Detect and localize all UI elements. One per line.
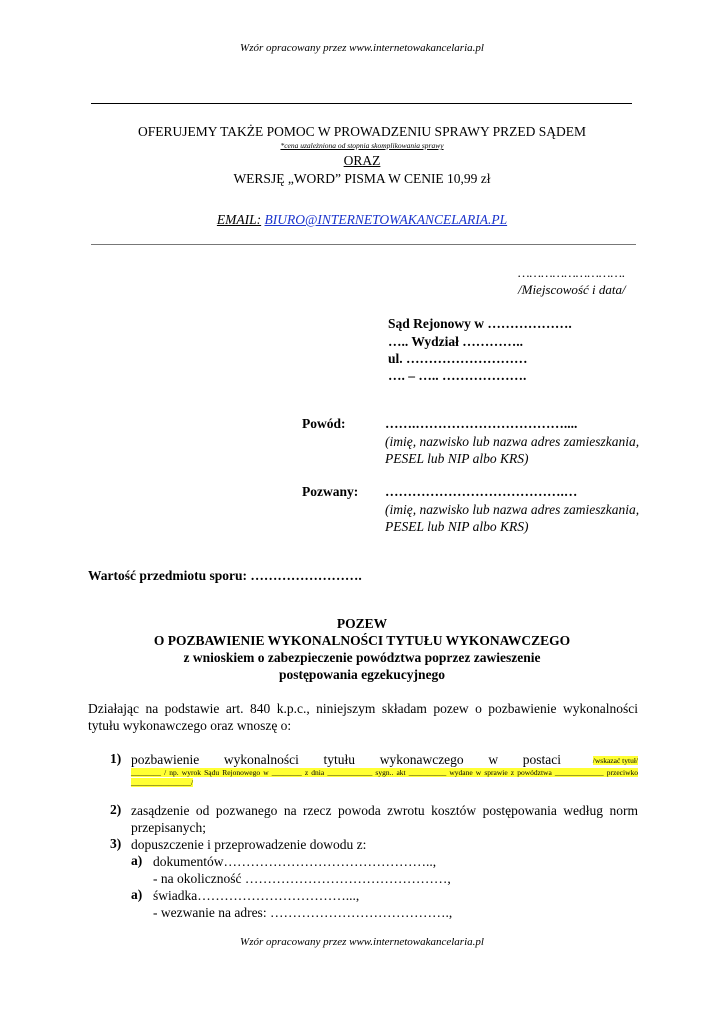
item-2-number: 2) [110, 802, 122, 817]
item-1-highlight-b-wrap [131, 768, 638, 788]
place-date-dots: ………………………. [518, 265, 626, 280]
court-line-4: …. – ….. ………………. [388, 368, 527, 383]
item-1-highlight-a: /wskazać tytuł/ [592, 756, 638, 765]
value-of-dispute: Wartość przedmiotu sporu: ……………………. [88, 568, 362, 583]
page-footer: Wzór opracowany przez www.internetowakancelaria.pl [240, 936, 484, 948]
item-1-number: 1) [110, 751, 122, 766]
subitem-a-text: dokumentów……………………………………….., [153, 854, 437, 869]
doc-title-1: POZEW [336, 616, 388, 631]
defendant-note: (imię, nazwisko lub nazwa adres zamieszkania, PESEL lub NIP albo KRS) [385, 502, 640, 534]
subitem-b-detail: - wezwanie na adres: …………………………………., [153, 905, 453, 920]
plaintiff-value: …….…………………………….... [385, 416, 578, 431]
doc-title-4: postępowania egzekucyjnego [278, 667, 446, 682]
header-divider [91, 103, 632, 104]
email-link[interactable]: BIURO@INTERNETOWAKANCELARIA.PL [264, 212, 508, 227]
intro-paragraph: Działając na podstawie art. 840 k.p.c., niniejszym składam pozew o pozbawienie wykonalności tytułu wykonawczego oraz wnoszę o: [88, 701, 638, 733]
plaintiff-label: Powód: [302, 416, 346, 431]
item-3-text: dopuszczenie i przeprowadzenie dowodu z: [131, 837, 367, 852]
promo-line-2: ORAZ [343, 153, 381, 168]
court-line-1: Sąd Rejonowy w ………………. [388, 316, 572, 331]
promo-email [0, 212, 724, 228]
item-1-highlight-b: ________ / np. wyrok Sądu Rejonowego w ________ z dnia ____________ sygn.. akt __________ wydane w sprawie z powództwa _____________ przeciwko ________________/ [131, 768, 638, 787]
item-2-text: zasądzenie od pozwanego na rzecz powoda zwrotu kosztów postępowania według norm przepisanych; [131, 803, 638, 835]
subitem-b-letter: a) [131, 887, 143, 902]
court-line-2: ….. Wydział ………….. [388, 334, 524, 349]
promo-note: *cena uzależniona od stopnia skomplikowania sprawy [280, 141, 444, 150]
promo-divider [91, 244, 636, 245]
item-3-number: 3) [110, 836, 122, 851]
subitem-a-letter: a) [131, 853, 143, 868]
subitem-b-text: świadka……………………………..., [153, 888, 360, 903]
plaintiff-note: (imię, nazwisko lub nazwa adres zamieszkania, PESEL lub NIP albo KRS) [385, 434, 640, 466]
promo-line-3: WERSJĘ „WORD” PISMA W CENIE 10,99 zł [233, 171, 491, 186]
promo-line-1: OFERUJEMY TAKŻE POMOC W PROWADZENIU SPRAWY PRZED SĄDEM [138, 124, 586, 139]
court-line-3: ul. ……………………… [388, 351, 528, 366]
page-header: Wzór opracowany przez www.internetowakancelaria.pl [240, 42, 484, 54]
doc-title-2: O POZBAWIENIE WYKONALNOŚCI TYTUŁU WYKONAWCZEGO [153, 633, 571, 648]
defendant-value: ………………………………….… [385, 484, 578, 499]
defendant-label: Pozwany: [302, 484, 359, 499]
email-label: EMAIL: [216, 212, 262, 227]
subitem-a-detail: - na okoliczność ………………………………………, [153, 871, 451, 886]
doc-title-3: z wnioskiem o zabezpieczenie powództwa poprzez zawieszenie [183, 650, 541, 665]
item-1-text: pozbawienie wykonalności tytułu wykonawczego w postaci [131, 752, 561, 767]
place-date-label: /Miejscowość i data/ [518, 282, 626, 297]
item-1-highlight-a-wrap [566, 756, 638, 766]
